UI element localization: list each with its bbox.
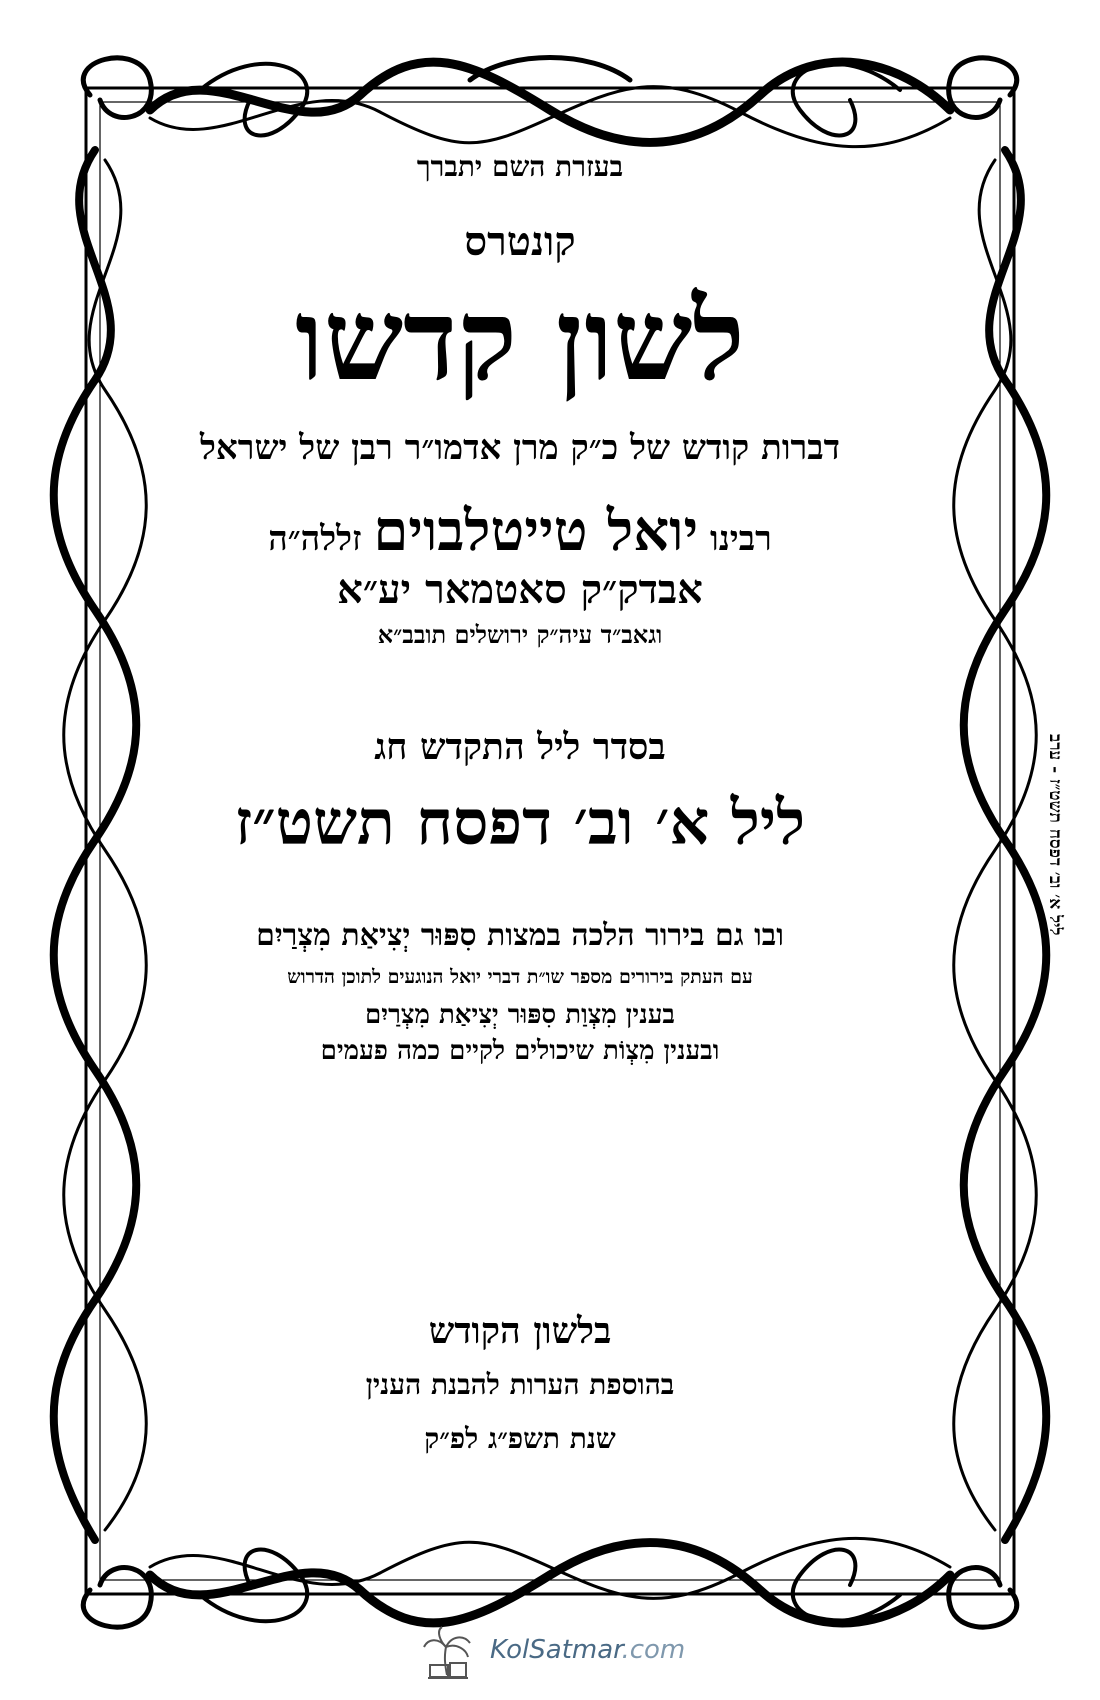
im-haatek-line: עם העתק בירורים מספר שו״ת דברי יואל הנוגעים לתוכן הדרוש xyxy=(287,966,753,988)
palm-tree-books-icon xyxy=(418,1625,478,1681)
seder-line: בסדר ליל התקדש חג xyxy=(374,726,666,768)
hosafa-line: בהוספת הערות להבנת הענין xyxy=(365,1368,675,1401)
brand-name: KolSatmar xyxy=(490,1635,622,1665)
name-prefix: רבינו xyxy=(710,519,772,559)
brand-domain: .com xyxy=(621,1635,686,1665)
gaavad-line: וגאב״ד עיה״ק ירושלים תובב״א xyxy=(377,620,663,649)
kuntres-label: קונטרס xyxy=(464,218,576,265)
lashon-hakodesh-line: בלשון הקודש xyxy=(428,1310,612,1352)
footer-brand xyxy=(490,1635,685,1665)
inyan-line-1: בענין מִצְוַת סִפּוּר יְצִיאַת מִצְרַיִם xyxy=(365,1000,675,1030)
divrei-kodesh-line: דברות קודש של כ״ק מרן אדמו״ר רבן של ישראל xyxy=(200,428,840,468)
inyan-line-2: ובענין מִצְוֹת שיכולים לקיים כמה פעמים xyxy=(320,1036,720,1066)
rebbe-name-line xyxy=(120,498,920,564)
top-blessing: בעזרת השם יתברך xyxy=(416,150,624,183)
footer-logo[interactable] xyxy=(418,1625,718,1681)
name-suffix: זללה״ה xyxy=(268,519,362,559)
bo-gam-line: ובו גם בירור הלכה במצות סִפּוּר יְצִיאַת מִצְרַיִם xyxy=(256,918,784,953)
name-big: יואל טייטלבוים xyxy=(373,498,699,564)
shnat-line: שנת תשפ״ג לפ״ק xyxy=(424,1422,616,1455)
side-label: ליל א׳ וב׳ דפסח תשט״ז - ערב xyxy=(1045,734,1065,936)
pesach-heading: ליל א׳ וב׳ דפסח תשט״ז xyxy=(234,786,806,859)
avdak-line: אבדק״ק סאטמאר יע״א xyxy=(337,566,703,613)
main-title: לשון קדשו xyxy=(295,275,745,406)
